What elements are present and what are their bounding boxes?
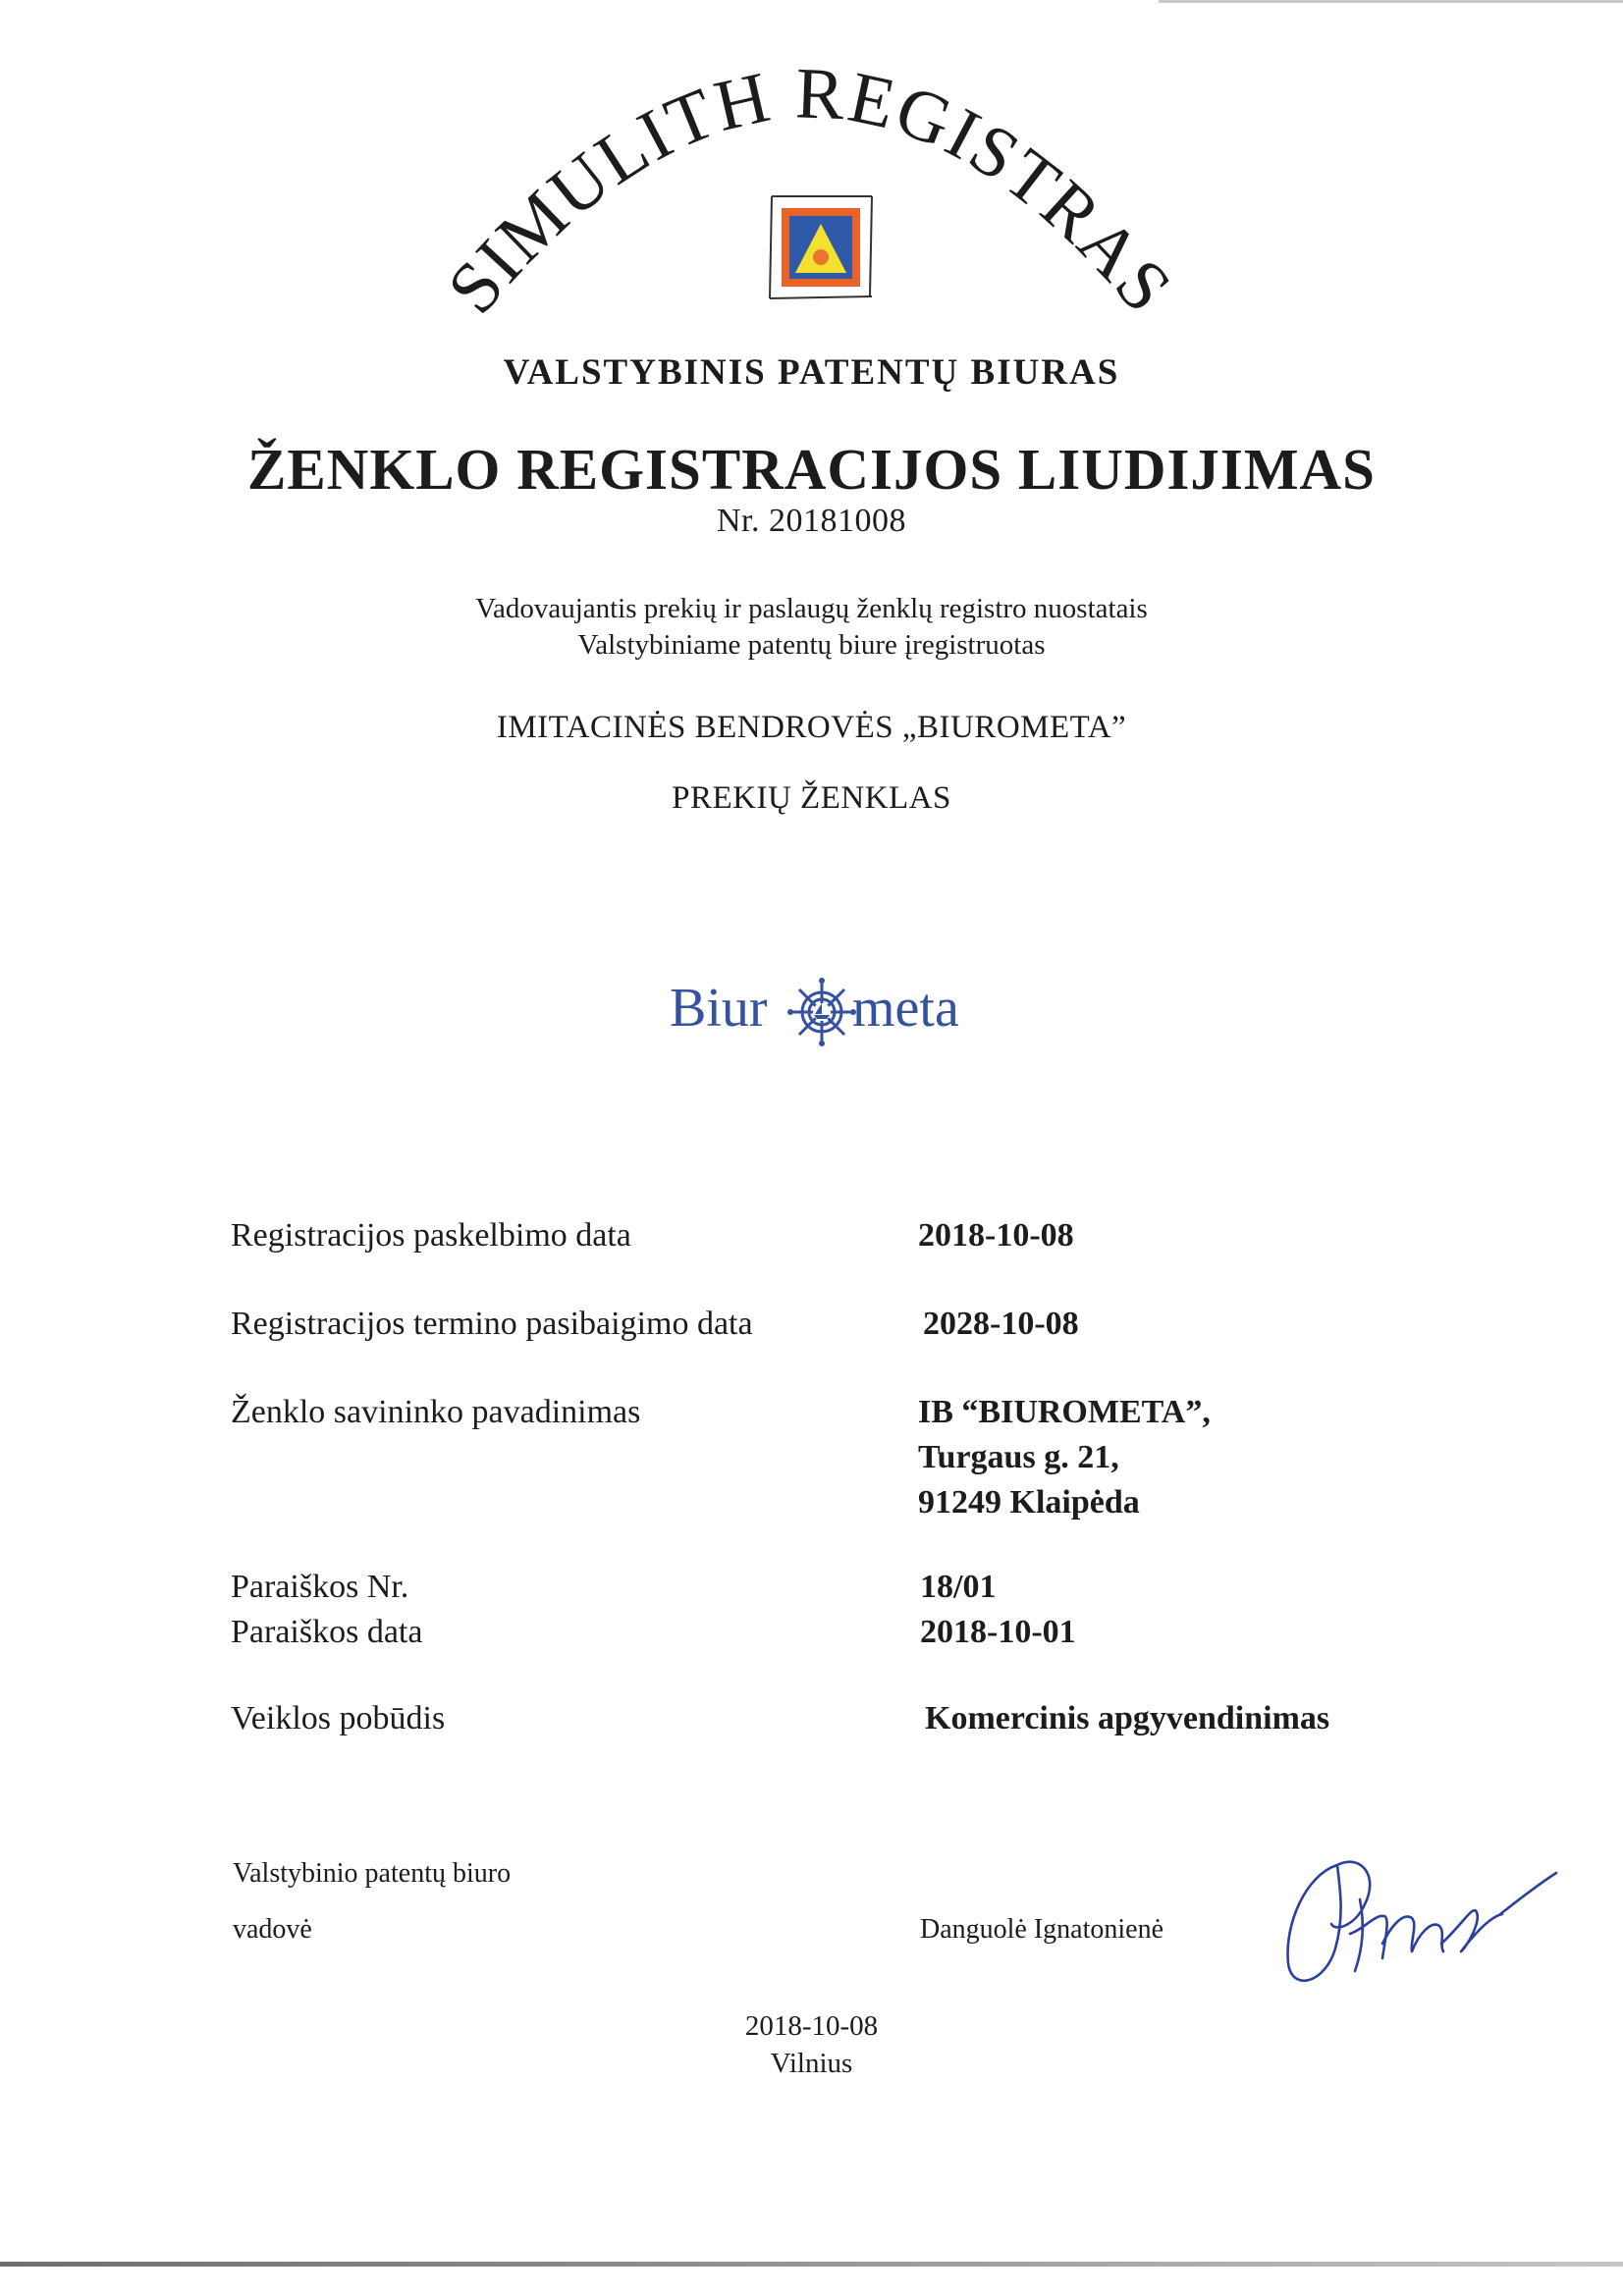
- scan-edge-top: [1159, 0, 1623, 3]
- scan-edge-bottom: [0, 2262, 1623, 2267]
- publication-date-value: 2018-10-08: [918, 1217, 1074, 1254]
- agency-name: VALSTYBINIS PATENTŲ BIURAS: [503, 352, 1120, 393]
- owner-line-1: IB “BIUROMETA”,: [918, 1394, 1211, 1430]
- issue-date: 2018-10-08: [744, 2010, 879, 2042]
- activity-label: Veiklos pobūdis: [231, 1700, 446, 1736]
- owner-line-3: 91249 Klaipėda: [918, 1484, 1140, 1521]
- intro-line-2: Valstybiniame patentų biure įregistruotas: [577, 629, 1046, 661]
- publication-date-label: Registracijos paskelbimo data: [231, 1217, 631, 1254]
- brand-logo: [670, 976, 994, 1048]
- activity-value: Komercinis apgyvendinimas: [925, 1700, 1330, 1736]
- intro-line-1: Vadovaujantis prekių ir paslaugų ženklų registro nuostatais: [475, 593, 1148, 624]
- expiry-date-label: Registracijos termino pasibaigimo data: [231, 1306, 753, 1342]
- owner-label: Ženklo savininko pavadinimas: [231, 1394, 641, 1430]
- brand-logo-right: meta: [852, 978, 959, 1039]
- signature: [1267, 1836, 1561, 2002]
- ship-wheel-icon: [787, 978, 856, 1046]
- signatory-title-line-2: vadovė: [233, 1914, 312, 1945]
- mark-type: PREKIŲ ŽENKLAS: [672, 780, 951, 816]
- expiry-date-value: 2028-10-08: [923, 1306, 1079, 1342]
- signatory-name: Danguolė Ignatonienė: [920, 1914, 1164, 1945]
- registry-arc-title: [422, 29, 1198, 353]
- triangle-emblem-icon: [768, 194, 876, 300]
- application-date-value: 2018-10-01: [920, 1614, 1076, 1650]
- document-title: ŽENKLO REGISTRACIJOS LIUDIJIMAS: [247, 437, 1376, 502]
- application-number-value: 18/01: [920, 1569, 997, 1605]
- issue-place: Vilnius: [770, 2048, 853, 2079]
- certificate-number: Nr. 20181008: [717, 503, 906, 539]
- owner-line-2: Turgaus g. 21,: [918, 1439, 1119, 1475]
- signatory-title-line-1: Valstybinio patentų biuro: [233, 1858, 512, 1889]
- holder-name: IMITACINĖS BENDROVĖS „BIUROMETA”: [496, 710, 1127, 745]
- brand-logo-left: Biur: [670, 978, 768, 1039]
- application-date-label: Paraiškos data: [231, 1614, 423, 1650]
- arc-text: SIMULITH REGISTRAS: [432, 53, 1188, 330]
- application-number-label: Paraiškos Nr.: [231, 1569, 409, 1605]
